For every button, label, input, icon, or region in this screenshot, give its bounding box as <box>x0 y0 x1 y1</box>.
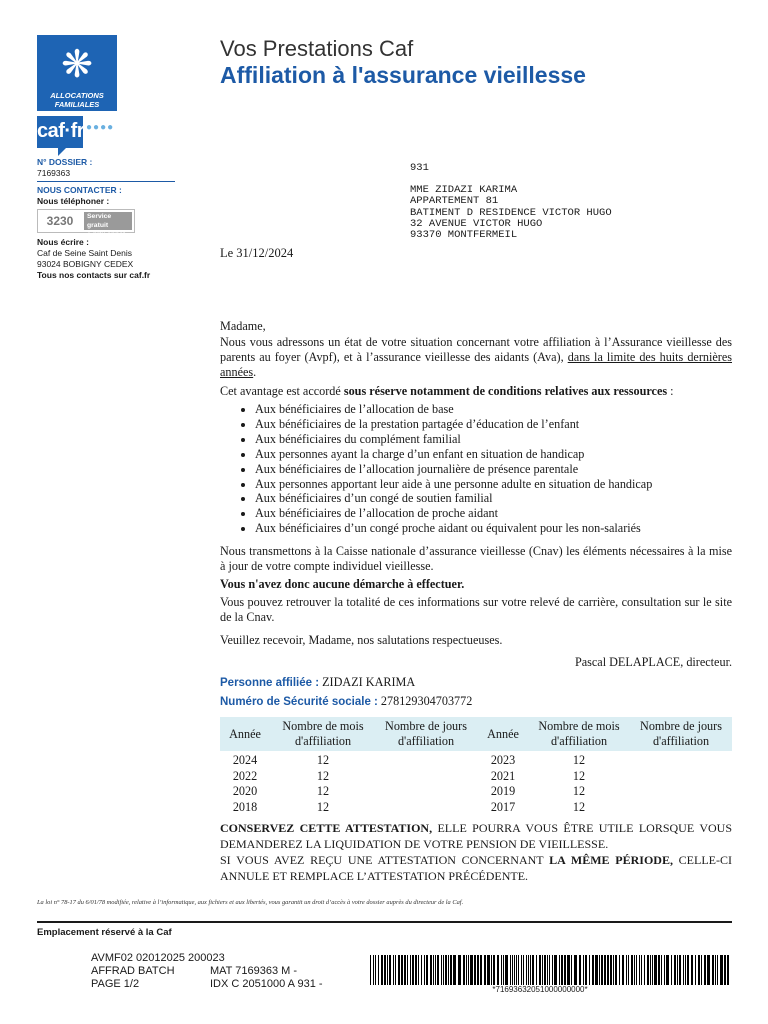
notice-replace-text: SI VOUS AVEZ REÇU UNE ATTESTATION CONCERNANT <box>220 853 550 867</box>
greeting: Madame, <box>220 319 266 333</box>
legal-notice: La loi n° 78-17 du 6/01/78 modifiée, relative à l’informatique, aux fichiers et aux libertés, vous garantit un droit d’accès à votre dossier auprès du directeur de la Caf. <box>37 899 464 906</box>
write-line1: Caf de Seine Saint Denis <box>37 248 132 258</box>
table-cell: 2020 <box>232 784 258 798</box>
paragraph-transmission: Nous transmettons à la Caisse nationale d’assurance vieillesse (Cnav) les éléments nécessaires à la mise à jour de votre compte individuel vieillesse. <box>220 544 732 573</box>
paragraph-no-action: Vous n'avez donc aucune démarche à effectuer. <box>220 577 465 591</box>
barcode-bar <box>622 955 624 985</box>
table-cell: 2018 <box>232 799 258 814</box>
barcode-bar <box>607 955 609 985</box>
notice-replace <box>220 853 732 884</box>
barcode-bar <box>539 955 541 985</box>
write-line2: 93024 BOBIGNY CEDEX <box>37 259 134 269</box>
barcode-bar <box>619 955 620 985</box>
barcode-bar <box>554 955 557 985</box>
barcode-bar <box>715 955 716 985</box>
barcode-bar <box>685 955 686 985</box>
affiliation-table-body <box>220 753 732 817</box>
barcode-bar <box>458 955 461 985</box>
barcode-bar <box>628 955 629 985</box>
barcode-bar <box>589 955 590 985</box>
barcode-bar <box>724 955 726 985</box>
barcode-bar <box>666 955 669 985</box>
table-cell: 12 <box>316 784 330 798</box>
address-ref: 931 <box>410 162 429 174</box>
barcode-bar <box>430 955 432 985</box>
phone-tag-line1: Service gratuit <box>87 213 112 229</box>
barcode-bar <box>373 955 374 985</box>
barcode-bar <box>559 955 560 985</box>
barcode-bar <box>401 955 403 985</box>
notice-keep-bold: CONSERVEZ CETTE ATTESTATION, <box>220 821 433 835</box>
col-year: Année <box>487 726 519 741</box>
barcode-bar <box>426 955 428 985</box>
contact-label: NOUS CONTACTER : <box>37 185 122 195</box>
barcode-bar <box>641 955 642 985</box>
notice-replace-bold: LA MÊME PÉRIODE, <box>549 853 673 867</box>
barcode-bar <box>501 955 502 985</box>
barcode-bar <box>661 955 662 985</box>
barcode-bar <box>523 955 524 985</box>
conditions-text: Cet avantage est accordé <box>220 384 344 398</box>
table-cell: 12 <box>572 784 586 798</box>
barcode-bar <box>530 955 531 985</box>
list-item: • Aux bénéficiaires du complément familial <box>255 432 745 447</box>
barcode-bar <box>610 955 612 985</box>
page-title: Affiliation à l'assurance vieillesse <box>220 62 586 88</box>
barcode-bar <box>468 955 469 985</box>
barcode-bar <box>677 955 678 985</box>
phone-badge <box>37 209 135 238</box>
logo-text-line2: FAMILIALES <box>54 100 100 109</box>
barcode-bar <box>528 955 529 985</box>
barcode-bar <box>493 955 495 985</box>
batch-code-1: AVMF02 02012025 200023 <box>91 952 225 964</box>
barcode-bar <box>381 955 383 985</box>
conditions-bold: sous réserve notamment de conditions relatives aux ressources <box>343 384 668 398</box>
barcode-bar <box>480 955 482 985</box>
address-line: 93370 MONTFERMEIL <box>410 229 518 242</box>
barcode-bar <box>691 955 693 985</box>
barcode-bar <box>717 955 718 985</box>
barcode-bar <box>518 955 519 985</box>
speech-tail-icon <box>58 146 68 156</box>
barcode-bar <box>487 955 490 985</box>
barcode-bar <box>448 955 449 985</box>
barcode-bar <box>652 955 653 985</box>
footer-divider <box>37 921 732 923</box>
batch-code-3b: IDX C 2051000 A 931 - <box>210 978 323 990</box>
barcode-text: *71693632051000000000* <box>492 985 588 994</box>
table-cell: 2021 <box>490 768 516 783</box>
ss-value: 278129304703772 <box>380 694 473 708</box>
barcode-bar <box>639 955 640 985</box>
barcode-bar <box>443 955 444 985</box>
barcode-bar <box>654 955 657 985</box>
barcode-bar <box>505 955 508 985</box>
address-line: 32 AVENUE VICTOR HUGO <box>410 217 543 230</box>
notice-keep <box>220 821 732 852</box>
conditions-end: : <box>667 384 674 398</box>
barcode-bar <box>679 955 681 985</box>
intro-text: Nous vous adressons un état de votre situation concernant votre affiliation à l’Assurance vieillesse des parents au foyer (Avpf), et à l’assurance vieillesse des aidants (Ava), <box>220 335 732 364</box>
table-cell: 12 <box>316 768 330 783</box>
barcode-bar <box>567 955 570 985</box>
barcode-bar <box>410 955 411 985</box>
barcode-bar <box>599 955 600 985</box>
contacts-link[interactable]: Tous nos contacts sur caf.fr <box>37 270 151 280</box>
barcode-bar <box>497 955 499 985</box>
barcode-bar <box>698 955 700 985</box>
barcode-bar <box>514 955 515 985</box>
barcode-bar <box>435 955 436 985</box>
table-cell: 2022 <box>232 768 258 783</box>
table-cell: 2019 <box>490 784 516 798</box>
caf-fr-logo: caf·fr <box>37 116 83 148</box>
barcode-bar <box>516 955 517 985</box>
phone-tag <box>84 212 132 238</box>
dossier-value: 7169363 <box>37 168 71 178</box>
affiliation-table-header <box>220 717 732 751</box>
table-cell: 12 <box>572 753 586 767</box>
list-item: • Aux bénéficiaires de l’allocation de base <box>255 402 745 417</box>
table-cell: 2024 <box>232 753 258 767</box>
barcode-bar <box>727 955 729 985</box>
barcode-bar <box>650 955 651 985</box>
barcode-bar <box>683 955 684 985</box>
barcode-bar <box>415 955 417 985</box>
col-months: Nombre de mois d'affiliation <box>282 719 364 748</box>
ss-line <box>220 694 472 709</box>
intro-end: . <box>253 365 257 379</box>
barcode-bar <box>433 955 434 985</box>
barcode-bar <box>626 955 627 985</box>
barcode-icon <box>370 955 733 985</box>
barcode-bar <box>395 955 396 985</box>
reserved-area-label: Emplacement réservé à la Caf <box>37 927 172 938</box>
barcode-bar <box>583 955 584 985</box>
barcode-bar <box>542 955 543 985</box>
person-name: ZIDAZI KARIMA <box>322 675 416 689</box>
barcode-bar <box>512 955 513 985</box>
barcode-bar <box>510 955 511 985</box>
barcode-bar <box>463 955 465 985</box>
paragraph-career: Vous pouvez retrouver la totalité de ces informations sur votre relevé de carrière, consultation sur le site de la Cnav. <box>220 595 732 624</box>
barcode-bar <box>552 955 553 985</box>
list-item: • Aux bénéficiaires d’un congé proche aidant ou équivalent pour les non-salariés <box>255 521 745 536</box>
barcode-bar <box>707 955 710 985</box>
barcode-bar <box>393 955 394 985</box>
paragraph-conditions <box>220 384 732 399</box>
list-item: • Aux bénéficiaires de la prestation partagée d’éducation de l’enfant <box>255 417 745 432</box>
barcode-bar <box>674 955 676 985</box>
table-cell: 12 <box>572 799 586 814</box>
barcode-bar <box>712 955 714 985</box>
barcode-bar <box>644 955 645 985</box>
barcode-bar <box>574 955 577 985</box>
barcode-bar <box>695 955 696 985</box>
barcode-bar <box>412 955 414 985</box>
barcode-bar <box>585 955 587 985</box>
barcode-bar <box>441 955 442 985</box>
barcode-bar <box>466 955 467 985</box>
address-block <box>410 185 612 241</box>
caf-logo <box>37 35 117 111</box>
barcode-bar <box>647 955 649 985</box>
intro-underlined: dans la limite des huits dernières années <box>220 350 732 379</box>
barcode-bar <box>424 955 425 985</box>
barcode-bar <box>445 955 447 985</box>
barcode-bar <box>592 955 594 985</box>
dots-icon: ●●●● <box>86 122 115 133</box>
barcode-bar <box>601 955 603 985</box>
divider <box>37 181 175 182</box>
barcode-bar <box>549 955 550 985</box>
barcode-bar <box>547 955 548 985</box>
barcode-bar <box>664 955 665 985</box>
barcode-bar <box>579 955 581 985</box>
barcode-bar <box>470 955 473 985</box>
notice-keep-text: ELLE POURRA VOUS ÊTRE UTILE LORSQUE VOUS DEMANDEREZ LA LIQUIDATION DE VOTRE PENSION DE VIEILLESSE. <box>220 821 732 851</box>
barcode-bar <box>378 955 379 985</box>
list-item: • Aux personnes ayant la charge d’un enfant en situation de handicap <box>255 447 745 462</box>
barcode-bar <box>526 955 527 985</box>
barcode-bar <box>477 955 479 985</box>
address-line: BATIMENT D RESIDENCE VICTOR HUGO <box>410 206 612 219</box>
barcode-bar <box>564 955 566 985</box>
barcode-bar <box>491 955 492 985</box>
barcode-bar <box>453 955 456 985</box>
barcode-bar <box>532 955 534 985</box>
phone-label: Nous téléphoner : <box>37 196 110 206</box>
signature: Pascal DELAPLACE, directeur. <box>574 655 732 669</box>
address-line: APPARTEMENT 81 <box>410 195 499 208</box>
person-line <box>220 675 415 690</box>
col-year: Année <box>229 726 261 741</box>
barcode-bar <box>658 955 660 985</box>
barcode-bar <box>503 955 504 985</box>
barcode-bar <box>375 955 376 985</box>
paragraph-salutation: Veuillez recevoir, Madame, nos salutations respectueuses. <box>220 633 503 647</box>
barcode-bar <box>634 955 635 985</box>
page-number: PAGE 1/2 <box>91 978 140 990</box>
phone-number: 3230 <box>46 214 74 228</box>
barcode-bar <box>631 955 633 985</box>
barcode-bar <box>571 955 572 985</box>
list-item: • Aux bénéficiaires d’un congé de soutien familial <box>255 491 745 506</box>
letter-date: Le 31/12/2024 <box>220 246 294 260</box>
col-days: Nombre de jours d'affiliation <box>385 719 467 748</box>
barcode-bar <box>595 955 598 985</box>
barcode-bar <box>450 955 452 985</box>
barcode-bar <box>701 955 702 985</box>
barcode-bar <box>704 955 706 985</box>
notice-replace-end: CELLE-CI ANNULE ET REMPLACE L’ATTESTATION PRÉCÉDENTE. <box>220 853 732 883</box>
barcode-bar <box>418 955 419 985</box>
write-label: Nous écrire : <box>37 237 89 247</box>
barcode-bar <box>407 955 408 985</box>
logo-text-line1: ALLOCATIONS <box>50 91 104 100</box>
table-cell: 12 <box>316 799 330 814</box>
barcode-bar <box>615 955 617 985</box>
table-cell: 2023 <box>490 753 516 767</box>
barcode-bar <box>437 955 439 985</box>
person-label: Personne affiliée : <box>220 677 320 689</box>
barcode-bar <box>387 955 388 985</box>
barcode-bar <box>421 955 422 985</box>
barcode-bar <box>389 955 391 985</box>
list-item: • Aux personnes apportant leur aide à une personne adulte en situation de handicap <box>255 477 745 492</box>
list-item: • Aux bénéficiaires de l’allocation de proche aidant <box>255 506 745 521</box>
dossier-label: N° DOSSIER : <box>37 157 93 167</box>
ss-label: Numéro de Sécurité sociale : <box>220 696 378 708</box>
table-cell: 12 <box>572 768 586 783</box>
table-cell: 2017 <box>490 799 516 814</box>
barcode-bar <box>474 955 476 985</box>
barcode-bar <box>613 955 614 985</box>
barcode-bar <box>687 955 689 985</box>
barcode-bar <box>671 955 672 985</box>
family-icon: ❋ <box>61 44 93 86</box>
barcode-bar <box>384 955 386 985</box>
table-cell: 12 <box>316 753 330 767</box>
batch-code-2a: AFFRAD BATCH <box>91 965 175 977</box>
barcode-bar <box>536 955 537 985</box>
list-item: • Aux bénéficiaires de l’allocation journalière de présence parentale <box>255 462 745 477</box>
col-days: Nombre de jours d'affiliation <box>640 719 722 748</box>
barcode-bar <box>561 955 563 985</box>
barcode-bar <box>604 955 606 985</box>
beneficiaries-list <box>237 402 745 536</box>
address-line: MME ZIDAZI KARIMA <box>410 184 518 196</box>
barcode-bar <box>521 955 522 985</box>
page-subtitle: Vos Prestations Caf <box>220 36 414 61</box>
barcode-bar <box>720 955 723 985</box>
paragraph-intro <box>220 335 732 380</box>
barcode-bar <box>370 955 371 985</box>
phone-tag-line2: + prix appel <box>87 231 125 238</box>
barcode-bar <box>544 955 546 985</box>
col-months: Nombre de mois d'affiliation <box>538 719 620 748</box>
barcode-bar <box>636 955 637 985</box>
barcode-bar <box>404 955 406 985</box>
batch-code-2b: MAT 7169363 M - <box>210 965 298 977</box>
barcode-bar <box>398 955 400 985</box>
barcode-bar <box>484 955 486 985</box>
